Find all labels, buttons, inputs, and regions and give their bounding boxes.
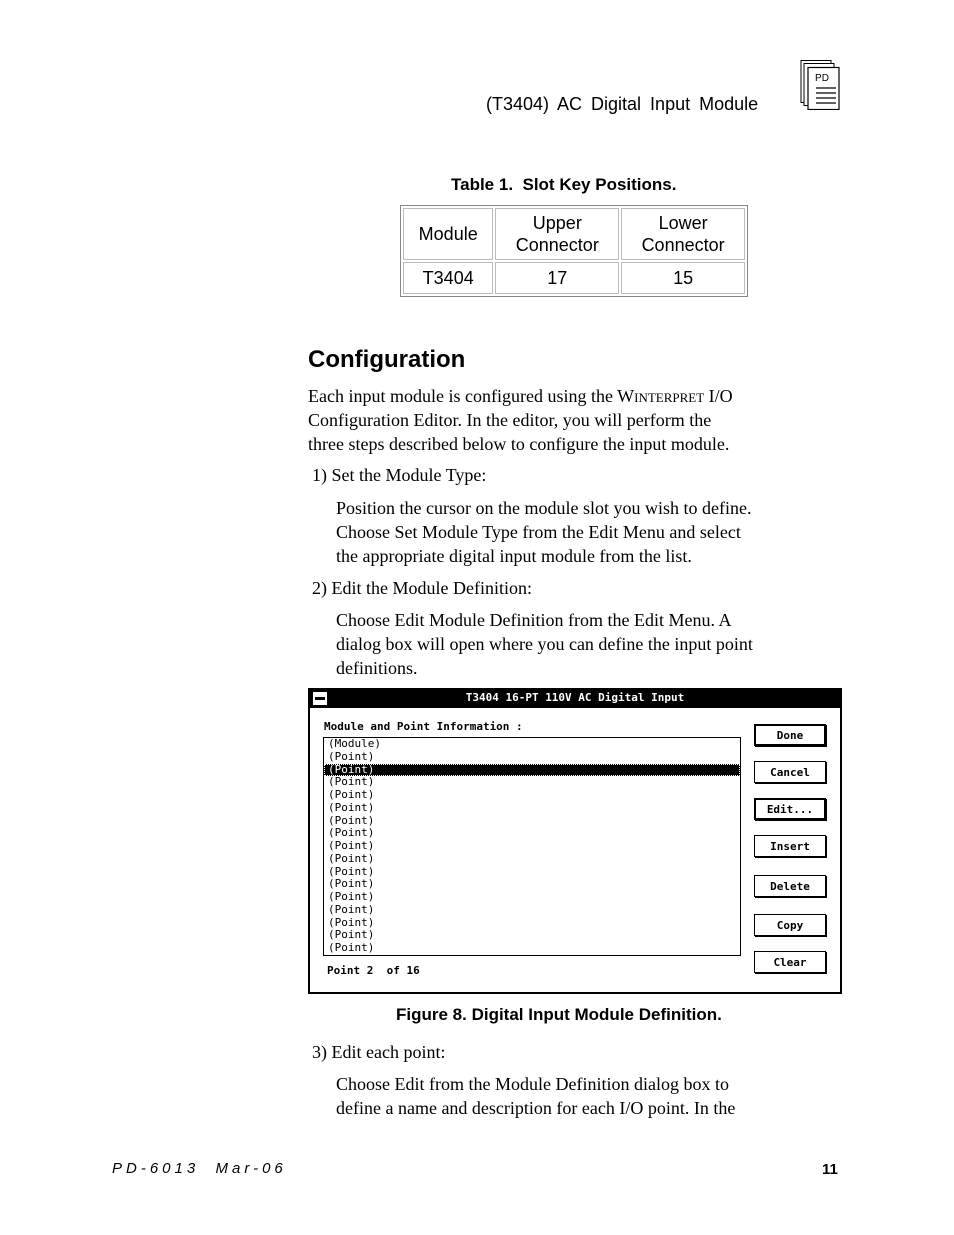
table-caption: Table 1. Slot Key Positions.	[451, 175, 677, 194]
insert-button[interactable]: Insert	[754, 835, 826, 857]
list-label: Module and Point Information :	[324, 720, 523, 733]
step3-line: define a name and description for each I/O point. In the	[336, 1098, 736, 1118]
step1-body	[336, 496, 751, 568]
module-definition-dialog	[308, 688, 842, 994]
table-cell-module: T3404	[403, 262, 493, 294]
list-item[interactable]: (Point)	[328, 813, 375, 827]
figure-caption: Figure 8. Digital Input Module Definition.	[396, 1005, 722, 1024]
slot-key-table	[400, 205, 748, 297]
intro-text: Each input module is configured using the W	[308, 386, 635, 406]
list-item[interactable]: (Point)	[328, 864, 375, 878]
step2-line: dialog box will open where you can define the input point	[336, 634, 753, 654]
table-header-module	[403, 208, 493, 260]
point-status-text: Point 2 of 16	[327, 964, 420, 977]
list-item[interactable]: (Point)	[328, 775, 375, 789]
step3-line: Choose Edit from the Module Definition dialog box to	[336, 1074, 729, 1094]
step2-line: definitions.	[336, 658, 418, 678]
list-item[interactable]: (Point)	[328, 839, 375, 852]
table-row	[403, 262, 745, 294]
step1-line: the appropriate digital input module from the list.	[336, 546, 692, 566]
clear-button[interactable]: Clear	[754, 951, 826, 973]
running-header-title: (T3404) AC Digital Input Module	[486, 94, 759, 114]
cancel-button[interactable]: Cancel	[754, 761, 826, 783]
intro-line	[308, 384, 733, 408]
step3-label: 3) Edit each point:	[312, 1042, 446, 1062]
footer-page-number: 11	[822, 1161, 838, 1178]
dialog-title: T3404 16-PT 110V AC Digital Input	[465, 691, 685, 704]
delete-button[interactable]: Delete	[754, 875, 826, 897]
header-line: Connector	[515, 235, 599, 255]
list-item[interactable]: (Point)	[328, 877, 375, 891]
list-item[interactable]: (Point)	[328, 788, 375, 801]
step2-label: 2) Edit the Module Definition:	[312, 578, 532, 598]
step3-body	[336, 1072, 735, 1120]
edit-button[interactable]: Edit...	[754, 798, 826, 820]
step2-line: Choose Edit Module Definition from the Edit Menu. A	[336, 610, 732, 630]
module-point-listbox[interactable]	[323, 737, 741, 956]
step2-body	[336, 608, 753, 680]
list-item[interactable]: (Point)	[328, 826, 375, 840]
step1-line: Position the cursor on the module slot you wish to define.	[336, 498, 752, 518]
logo-text: PD	[815, 73, 829, 84]
table-cell-upper: 17	[495, 262, 619, 294]
list-item[interactable]: (Point)	[328, 890, 375, 903]
list-item[interactable]: (Point)	[328, 749, 375, 763]
header-line: Connector	[641, 235, 725, 255]
list-item[interactable]: (Point)	[328, 928, 375, 942]
table-header-lower-connector	[621, 208, 745, 260]
done-button[interactable]: Done	[754, 724, 826, 746]
list-item[interactable]: (Point)	[328, 800, 375, 814]
product-name-smallcaps: interpret	[634, 386, 705, 406]
list-item[interactable]: (Module)	[328, 737, 381, 750]
list-item[interactable]: (Point)	[328, 915, 375, 929]
intro-line: Configuration Editor. In the editor, you will perform the	[308, 410, 712, 430]
intro-line: three steps described below to configure the input module.	[308, 434, 730, 454]
intro-text: I/O	[704, 386, 733, 406]
footer-doc-id: PD-6013 Mar-06	[112, 1160, 287, 1177]
list-item[interactable]: (Point)	[328, 851, 375, 865]
pd-document-logo-icon	[800, 60, 840, 110]
table-header-row	[403, 208, 745, 260]
dialog-titlebar	[310, 690, 840, 708]
section-heading: Configuration	[308, 346, 466, 373]
list-item[interactable]: (Point)	[328, 941, 375, 954]
list-item-selected[interactable]: (Point)	[324, 764, 740, 777]
header-line: Module	[418, 224, 478, 244]
step1-label: 1) Set the Module Type:	[312, 465, 487, 485]
list-item[interactable]: (Point)	[328, 902, 375, 916]
intro-paragraph	[308, 384, 733, 456]
table-cell-lower: 15	[621, 262, 745, 294]
table-header-upper-connector	[495, 208, 619, 260]
header-line: Lower	[658, 213, 708, 233]
copy-button[interactable]: Copy	[754, 914, 826, 936]
step1-line: Choose Set Module Type from the Edit Menu and select	[336, 522, 741, 542]
header-line: Upper	[532, 213, 582, 233]
